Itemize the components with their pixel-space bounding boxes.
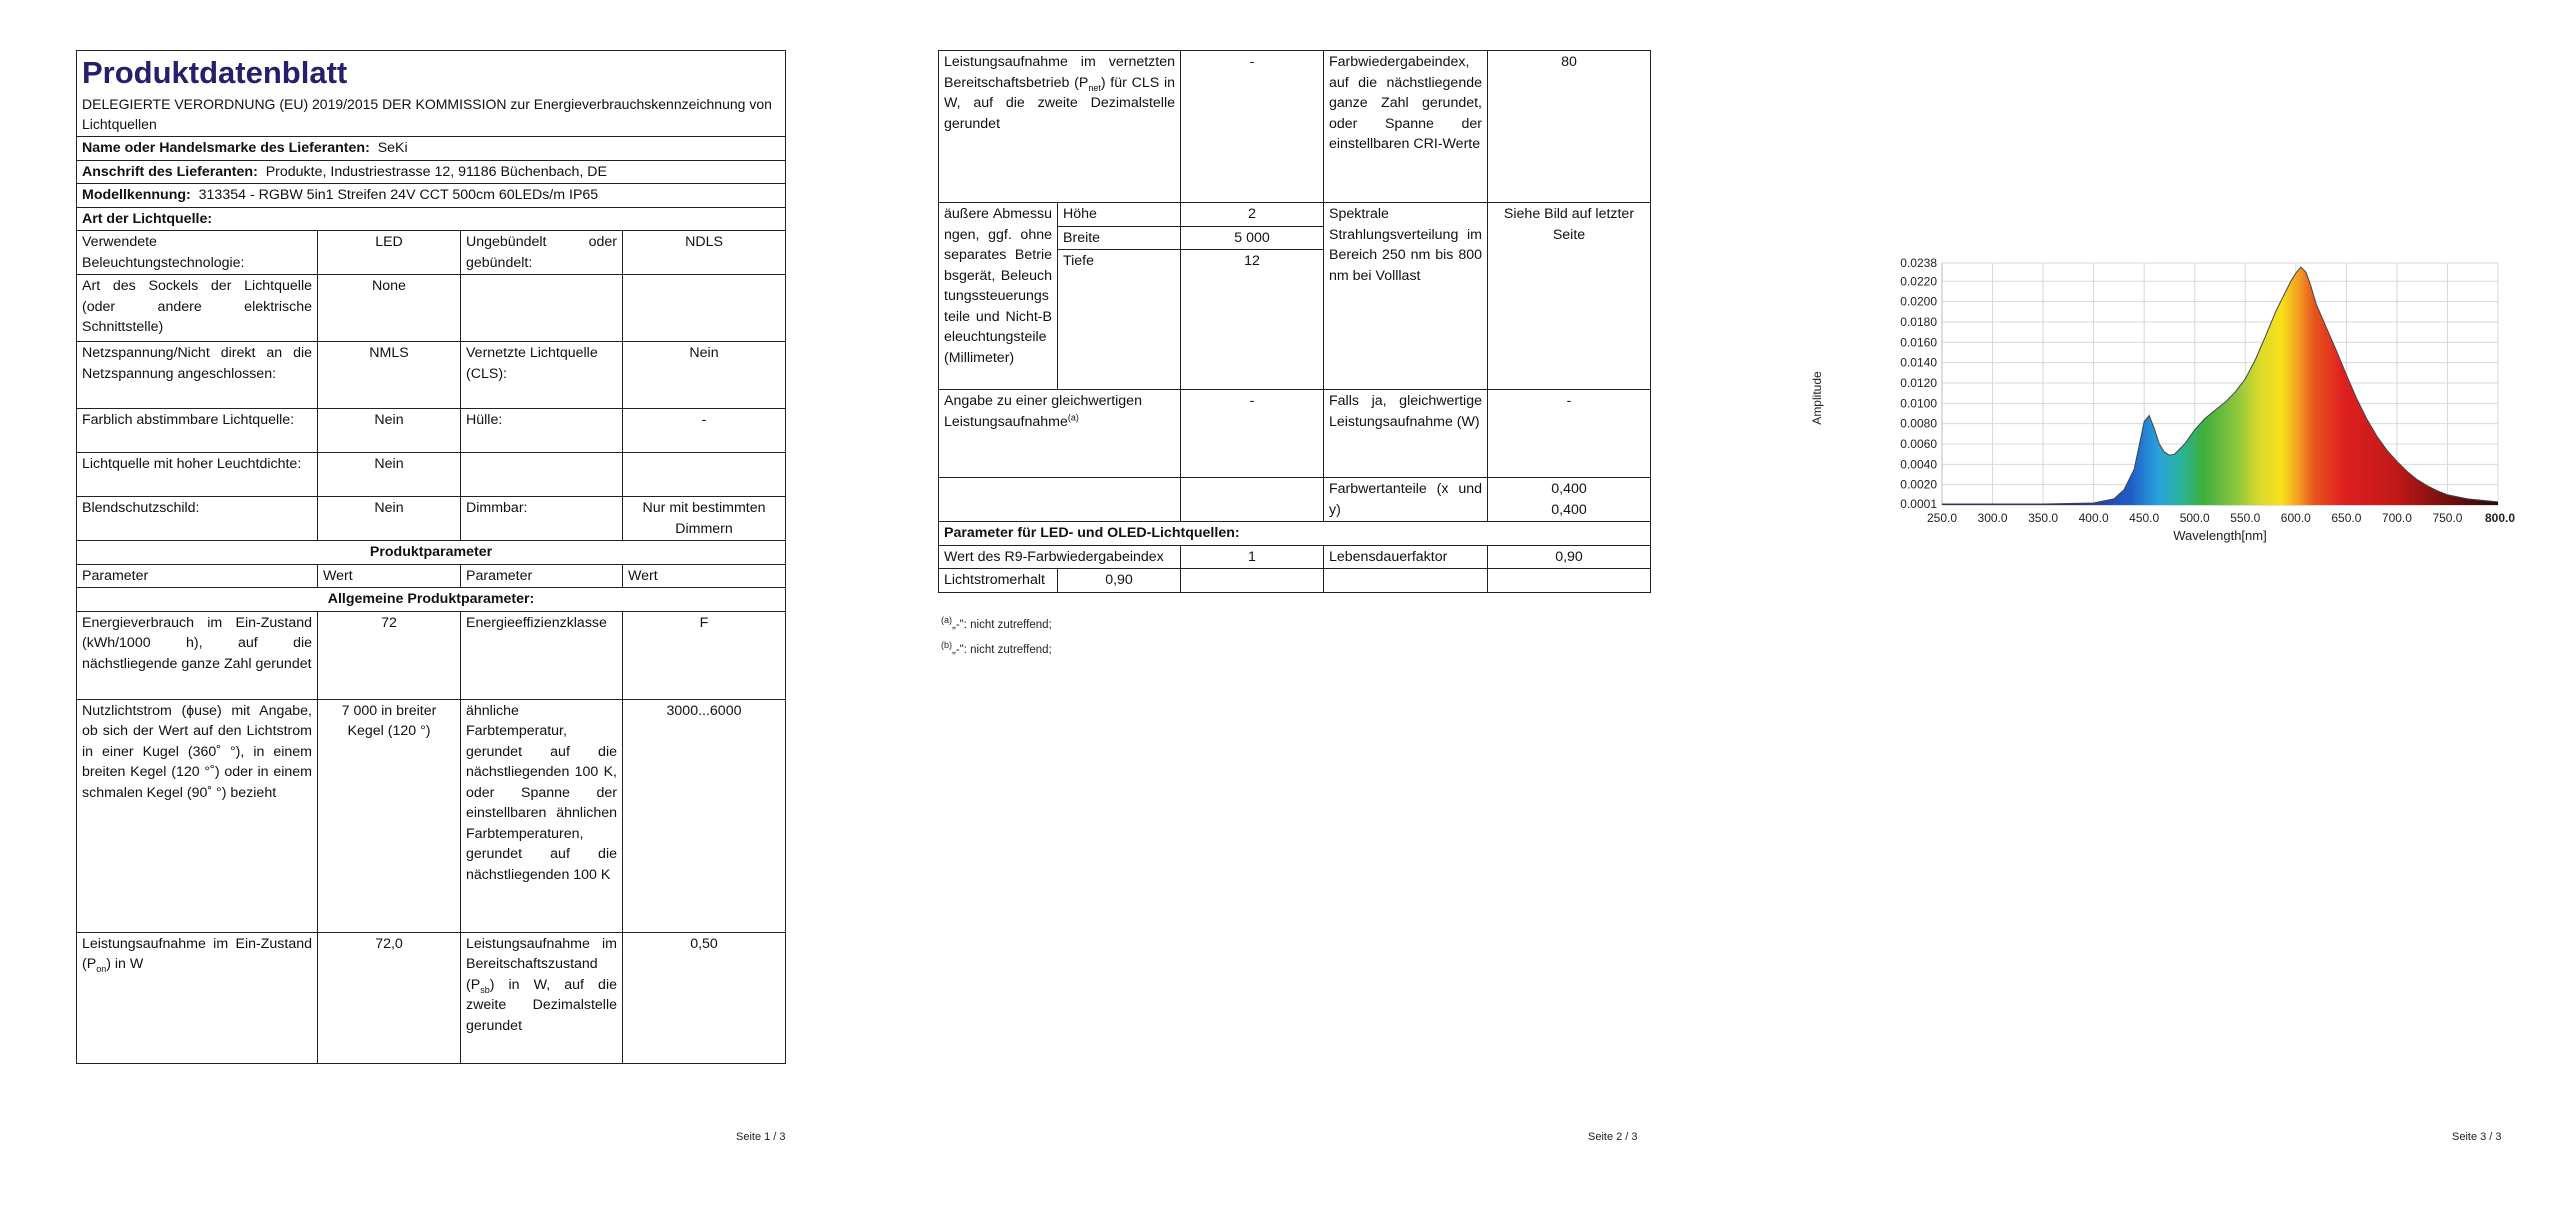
power-standby-value: 0,50 bbox=[623, 932, 786, 1063]
power-standby-label-b: ) in W, auf die zweite Dezimalstelle gerundet bbox=[466, 976, 617, 1034]
energy-consumption-label: Energieverbrauch im Ein-Zustand (kWh/1000 h), auf die nächstliegende ganze Zahl gerundet bbox=[77, 611, 318, 699]
y-tick-label: 0.0160 bbox=[1900, 335, 1937, 350]
lumen-maintenance-label: Lichtstromerhalt bbox=[939, 569, 1058, 593]
x-tick-label: 300.0 bbox=[1977, 511, 2008, 525]
cct-label: ähnliche Farbtemperatur, gerundet auf die nächstliegenden 100 K, oder Spanne der einstellbaren ähnlichen Farbtemperaturen, gerundet auf die nächstliegenden 100 K bbox=[461, 699, 623, 932]
pnet-sub: net bbox=[1088, 82, 1101, 93]
col-header-parameter: Parameter bbox=[77, 564, 318, 588]
row-luminance-value: Nein bbox=[318, 453, 461, 497]
footnote-b bbox=[941, 640, 1052, 658]
chromaticity-y: 0,400 bbox=[1551, 501, 1587, 518]
empty-cell bbox=[461, 453, 623, 497]
x-tick-label: 600.0 bbox=[2280, 511, 2311, 525]
footnote-a-ref: (a) bbox=[1067, 411, 1079, 422]
supplier-label: Name oder Handelsmarke des Lieferanten: bbox=[82, 140, 370, 156]
row-antiglare-label: Blendschutzschild: bbox=[77, 497, 318, 541]
pnet-label-b: ) für CLS in W, auf die zweite Dezimalstelle gerundet bbox=[944, 74, 1175, 132]
empty-cell bbox=[623, 453, 786, 497]
y-tick-label: 0.0080 bbox=[1900, 416, 1937, 431]
regulation-text: DELEGIERTE VERORDNUNG (EU) 2019/2015 DER KOMMISSION zur Energieverbrauchskennzeichnung von Lichtquellen bbox=[82, 96, 772, 132]
y-tick-label: 0.0001 bbox=[1900, 496, 1937, 511]
power-on-value: 72,0 bbox=[318, 932, 461, 1063]
datasheet-table-2 bbox=[938, 50, 1651, 593]
networked-standby-label bbox=[939, 51, 1181, 203]
y-tick-label: 0.0020 bbox=[1900, 477, 1937, 492]
row-envelope-label: Hülle: bbox=[461, 409, 623, 453]
spectral-distribution-chart bbox=[1805, 248, 2516, 548]
footnote-b-text: „-": nicht zutreffend; bbox=[952, 644, 1052, 656]
empty-cell bbox=[623, 275, 786, 342]
cct-value: 3000...6000 bbox=[623, 699, 786, 932]
r9-label: Wert des R9-Farbwiedergabeindex bbox=[939, 545, 1181, 569]
row-tunable-label: Farblich abstimmbare Lichtquelle: bbox=[77, 409, 318, 453]
dim-depth-value: 12 bbox=[1181, 250, 1324, 390]
y-tick-label: 0.0120 bbox=[1900, 375, 1937, 390]
power-standby-label bbox=[461, 932, 623, 1063]
cri-value: 80 bbox=[1488, 51, 1651, 203]
row-tunable-value: Nein bbox=[318, 409, 461, 453]
equivalent-power-w-label: Falls ja, gleichwertige Leistungsaufnahme (W) bbox=[1324, 390, 1488, 478]
light-source-type-heading: Art der Lichtquelle: bbox=[77, 207, 786, 231]
y-tick-label: 0.0220 bbox=[1900, 274, 1937, 289]
y-tick-label: 0.0200 bbox=[1900, 294, 1937, 309]
page-footer: Seite 1 / 3 bbox=[736, 1131, 786, 1143]
x-tick-label: 500.0 bbox=[2179, 511, 2210, 525]
power-standby-label-a: Leistungsaufnahme im Bereitschaftszustand (P bbox=[466, 935, 617, 993]
empty-cell bbox=[1181, 569, 1324, 593]
x-tick-label: 450.0 bbox=[2129, 511, 2160, 525]
dim-height-value: 2 bbox=[1181, 203, 1324, 227]
cri-label: Farbwiedergabeindex, auf die nächstliegende ganze Zahl gerundet, oder Spanne der einstellbaren CRI-Werte bbox=[1324, 51, 1488, 203]
spectrum-area bbox=[1942, 267, 2498, 505]
col-header-value: Wert bbox=[623, 564, 786, 588]
y-axis-label: Amplitude bbox=[1810, 371, 1824, 425]
r9-value: 1 bbox=[1181, 545, 1324, 569]
y-tick-label: 0.0238 bbox=[1900, 256, 1937, 270]
row-antiglare-value: Nein bbox=[318, 497, 461, 541]
footnote-a-marker: (a) bbox=[941, 615, 952, 626]
row-cls-label: Vernetzte Lichtquelle (CLS): bbox=[461, 342, 623, 409]
x-axis-label: Wavelength[nm] bbox=[2173, 528, 2267, 543]
y-tick-label: 0.0060 bbox=[1900, 436, 1937, 451]
dim-width-value: 5 000 bbox=[1181, 226, 1324, 250]
empty-cell bbox=[939, 478, 1181, 522]
page-footer: Seite 3 / 3 bbox=[2452, 1131, 2502, 1143]
x-tick-label: 750.0 bbox=[2432, 511, 2463, 525]
power-on-sub: on bbox=[96, 963, 107, 974]
x-tick-labels bbox=[1927, 511, 2515, 525]
equivalent-power-value: - bbox=[1181, 390, 1324, 478]
power-on-label bbox=[77, 932, 318, 1063]
equivalent-power-label bbox=[939, 390, 1181, 478]
dim-height-label: Höhe bbox=[1058, 203, 1181, 227]
datasheet-table-1 bbox=[76, 50, 786, 1064]
row-luminance-label: Lichtquelle mit hoher Leuchtdichte: bbox=[77, 453, 318, 497]
led-params-heading: Parameter für LED- und OLED-Lichtquellen: bbox=[939, 522, 1651, 546]
col-header-parameter: Parameter bbox=[461, 564, 623, 588]
useful-flux-value: 7 000 in breiter Kegel (120 °) bbox=[318, 699, 461, 932]
address-label: Anschrift des Lieferanten: bbox=[82, 163, 258, 180]
dim-width-label: Breite bbox=[1058, 226, 1181, 250]
page-1 bbox=[76, 0, 796, 1207]
x-tick-label: 700.0 bbox=[2381, 511, 2412, 525]
row-dimmable-value: Nur mit bestimmten Dimmern bbox=[623, 497, 786, 541]
y-tick-label: 0.0180 bbox=[1900, 314, 1937, 329]
row-socket-value: None bbox=[318, 275, 461, 342]
footnote-a bbox=[941, 615, 1052, 633]
footnote-b-marker: (b) bbox=[941, 640, 952, 651]
energy-class-value: F bbox=[623, 611, 786, 699]
x-tick-label: 650.0 bbox=[2331, 511, 2362, 525]
row-technology-label: Verwendete Beleuchtungstechnologie: bbox=[77, 231, 318, 275]
row-technology-value: LED bbox=[318, 231, 461, 275]
general-params-heading: Allgemeine Produktparameter: bbox=[77, 588, 786, 612]
x-tick-label: 350.0 bbox=[2028, 511, 2059, 525]
row-directional-label: Ungebündelt oder gebündelt: bbox=[461, 231, 623, 275]
energy-consumption-value: 72 bbox=[318, 611, 461, 699]
row-mains-label: Netzspannung/Nicht direkt an die Netzspannung angeschlossen: bbox=[77, 342, 318, 409]
chromaticity-value bbox=[1488, 478, 1651, 522]
chromaticity-label: Farbwertanteile (x und y) bbox=[1324, 478, 1488, 522]
page-footer: Seite 2 / 3 bbox=[1588, 1131, 1638, 1143]
x-tick-label: 400.0 bbox=[2078, 511, 2109, 525]
energy-class-label: Energieeffizienzklasse bbox=[461, 611, 623, 699]
row-envelope-value: - bbox=[623, 409, 786, 453]
empty-cell bbox=[1488, 569, 1651, 593]
y-tick-label: 0.0140 bbox=[1900, 355, 1937, 370]
x-tick-label: 800.0 bbox=[2484, 511, 2516, 525]
supplier-value: SeKi bbox=[377, 140, 408, 156]
lumen-maintenance-value: 0,90 bbox=[1058, 569, 1181, 593]
page-2 bbox=[938, 0, 1658, 1207]
survival-factor-label: Lebensdauerfaktor bbox=[1324, 545, 1488, 569]
equivalent-power-text: Angabe zu einer gleichwertigen Leistungsaufnahme bbox=[944, 393, 1142, 430]
power-on-label-a: Leistungsaufnahme im Ein-Zustand (P bbox=[82, 935, 312, 972]
row-socket-label: Art des Sockels der Lichtquelle (oder andere elektrische Schnittstelle) bbox=[77, 275, 318, 342]
power-standby-sub: sb bbox=[480, 984, 490, 995]
survival-factor-value: 0,90 bbox=[1488, 545, 1651, 569]
model-value: 313354 - RGBW 5in1 Streifen 24V CCT 500cm 60LEDs/m IP65 bbox=[198, 187, 599, 203]
footnote-a-text: „-": nicht zutreffend; bbox=[952, 619, 1052, 631]
col-header-value: Wert bbox=[318, 564, 461, 588]
row-mains-value: NMLS bbox=[318, 342, 461, 409]
page-3 bbox=[1800, 0, 2560, 1207]
page-title: Produktdatenblatt bbox=[82, 55, 348, 90]
spectral-value: Siehe Bild auf letzter Seite bbox=[1488, 203, 1651, 390]
dimensions-label: äußere Abmessungen, ggf. ohne separates Betriebsgerät, Beleuchtungssteuerungsteile und Nicht-Beleuchtungsteile (Millimeter) bbox=[939, 203, 1058, 390]
x-tick-label: 250.0 bbox=[1926, 511, 1958, 525]
power-on-label-b: ) in W bbox=[106, 956, 144, 972]
empty-cell bbox=[1324, 569, 1488, 593]
chromaticity-x: 0,400 bbox=[1551, 481, 1587, 497]
y-tick-label: 0.0040 bbox=[1900, 457, 1937, 472]
y-tick-label: 0.0100 bbox=[1900, 396, 1937, 411]
row-cls-value: Nein bbox=[623, 342, 786, 409]
address-value: Produkte, Industriestrasse 12, 91186 Büchenbach, DE bbox=[265, 163, 607, 180]
pnet-label-a: Leistungsaufnahme im vernetzten Bereitschaftsbetrieb (P bbox=[944, 54, 1175, 91]
dim-depth-label: Tiefe bbox=[1058, 250, 1181, 390]
model-label: Modellkennung: bbox=[82, 187, 191, 203]
useful-flux-label: Nutzlichtstrom (ɸuse) mit Angabe, ob sich der Wert auf den Lichtstrom in einer Kugel (360˚ °), in einem breiten Kegel (120 °˚) oder in einem schmalen Kegel (90˚ °) bezieht bbox=[77, 699, 318, 932]
product-params-heading: Produktparameter bbox=[77, 541, 786, 565]
row-dimmable-label: Dimmbar: bbox=[461, 497, 623, 541]
equivalent-power-w-value: - bbox=[1488, 390, 1651, 478]
spectral-label: Spektrale Strahlungsverteilung im Bereich 250 nm bis 800 nm bei Volllast bbox=[1324, 203, 1488, 390]
empty-cell bbox=[1181, 478, 1324, 522]
empty-cell bbox=[461, 275, 623, 342]
x-tick-label: 550.0 bbox=[2230, 511, 2261, 525]
y-tick-labels bbox=[1900, 256, 1937, 511]
row-directional-value: NDLS bbox=[623, 231, 786, 275]
networked-standby-value: - bbox=[1181, 51, 1324, 203]
